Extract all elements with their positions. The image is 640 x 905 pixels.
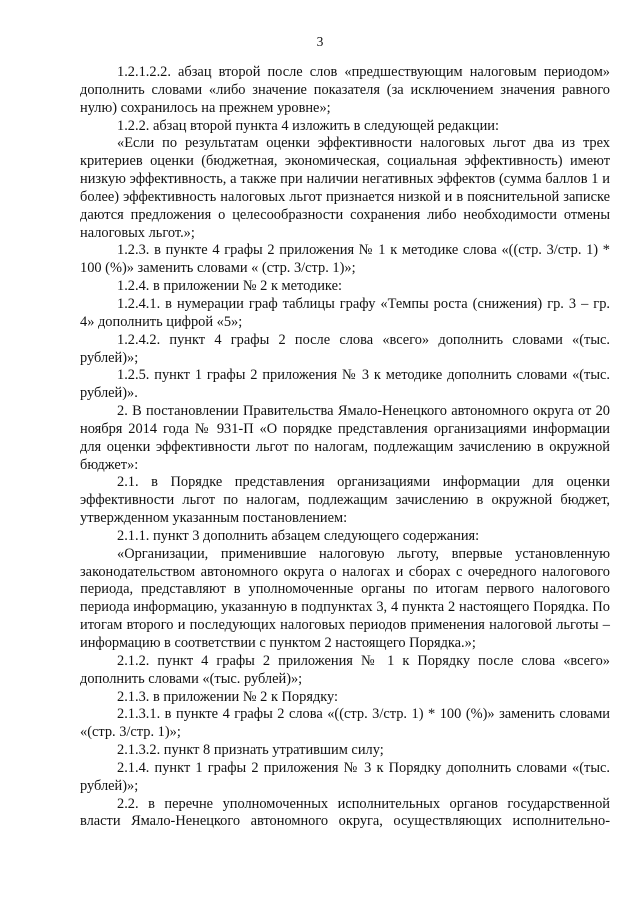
paragraph-quote-organizations: «Организации, применившие налоговую льготу, впервые установленную законодательством автономного округа о налогах и сборах с очередного налогового периода, представляют в уполномоченные органы по итогам первого налогового периода информацию, указанную в подпунктах 3, 4 пункта 2 настоящего Порядка. По итогам второго и последующих налоговых периодов применения налоговой льготы – информацию в соответствии с пунктом 2 настоящего Порядка.»; (80, 545, 610, 651)
paragraph-2-1-3-2: 2.1.3.2. пункт 8 признать утратившим силу; (117, 742, 384, 759)
document-body (80, 64, 610, 831)
page-number: 3 (316, 34, 324, 49)
paragraph-quote-criteria: «Если по результатам оценки эффективности налоговых льгот два из трех критериев оценки (бюджетная, экономическая, социальная эффективность) имеют низкую эффективность, а также при наличии негативных эффектов (сумма баллов 1 и более) эффективность налоговых льгот признается низкой и в пояснительной записке даются предложения о целесообразности сохранения либо необходимости отмены налоговых льгот.»; (80, 135, 610, 241)
paragraph-1-2-5: 1.2.5. пункт 1 графы 2 приложения № 3 к методике дополнить словами «(тыс. рублей)». (80, 367, 610, 402)
paragraph-2-1-3: 2.1.3. в приложении № 2 к Порядку: (117, 688, 339, 705)
paragraph-1-2-3: 1.2.3. в пункте 4 графы 2 приложения № 1 к методике слова «((стр. 3/стр. 1) * 100 (%)» заменить словами « (стр. 3/стр. 1)»; (80, 242, 610, 277)
paragraph-2: 2. В постановлении Правительства Ямало-Ненецкого автономного округа от 20 ноября 2014 года № 931-П «О порядке представления организациями информации для оценки эффективности льгот по налогам, подлежащим зачислению в окружной бюджет»: (80, 403, 610, 473)
paragraph-1-2-4-1: 1.2.4.1. в нумерации граф таблицы графу «Темпы роста (снижения) гр. 3 – гр. 4» дополнить цифрой «5»; (80, 295, 610, 330)
paragraph-2-1-3-1: 2.1.3.1. в пункте 4 графы 2 слова «((стр. 3/стр. 1) * 100 (%)» заменить словами «(стр. 3/стр. 1)»; (80, 706, 610, 741)
paragraph-2-1-4: 2.1.4. пункт 1 графы 2 приложения № 3 к Порядку дополнить словами «(тыс. рублей)»; (80, 759, 610, 794)
paragraph-2-1-1: 2.1.1. пункт 3 дополнить абзацем следующего содержания: (117, 527, 480, 544)
paragraph-2-1-2: 2.1.2. пункт 4 графы 2 приложения № 1 к Порядку после слова «всего» дополнить словами «(тыс. рублей)»; (80, 652, 610, 687)
paragraph-1-2-4: 1.2.4. в приложении № 2 к методике: (117, 278, 342, 295)
paragraph-1-2-4-2: 1.2.4.2. пункт 4 графы 2 после слова «всего» дополнить словами «(тыс. рублей)»; (80, 331, 610, 366)
paragraph-1-2-1-2-2: 1.2.1.2.2. абзац второй после слов «предшествующим налоговым периодом» дополнить словами «либо значение показателя (за исключением значения равного нулю) сохранилось на прежнем уровне»; (80, 64, 610, 116)
paragraph-2-1: 2.1. в Порядке представления организациями информации для оценки эффективности льгот по налогам, подлежащим зачислению в окружной бюджет, утвержденном указанным постановлением: (80, 474, 610, 527)
paragraph-1-2-2: 1.2.2. абзац второй пункта 4 изложить в следующей редакции: (117, 117, 500, 134)
paragraph-2-2: 2.2. в перечне уполномоченных исполнительных органов государственной власти Ямало-Ненецкого автономного округа, осуществляющих исполнительно- (80, 795, 610, 830)
